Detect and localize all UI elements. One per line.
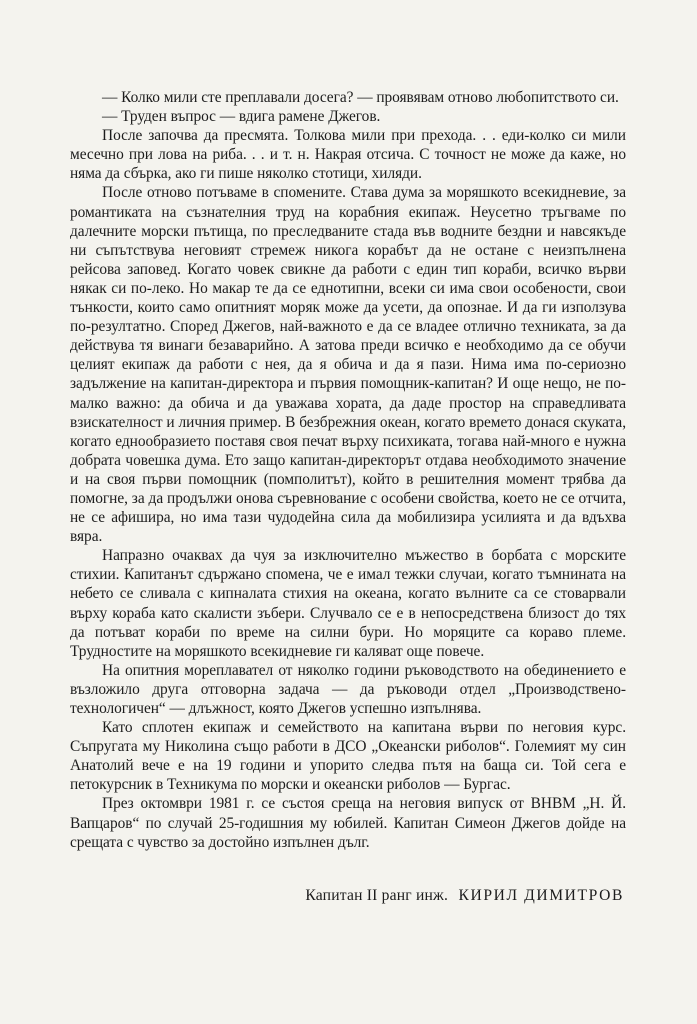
paragraph-memories: После отново потъваме в спомените. Става дума за моряшкото всекидневие, за романтиката на съзнателния труд на корабния екипаж. Неусетно тръгваме по далечните морски пътища, по преследваните стада във водните бездни и навсякъде ни съпътствува неговият стремеж никога корабът да не остане с неизпълнена рейсова заповед. Когато човек свикне да работи с един тип кораби, всичко върви някак си по-леко. Но макар те да се еднотипни, всеки си има свои особености, свои тънкости, които само опитният моряк може да усети, да опознае. И да ги използува по-резултатно. Според Джегов, най-важното е да се владее отлично техниката, за да действува тя винаги безаварийно. А затова преди всичко е необходимо да се обучи целият екипаж да работи с нея, да я обича и да я пази. Нима има по-сериозно задължение на капитан-директора и първия помощник-капитан? И още нещо, не по-малко важно: да обича и да уважава хората, да даде простор на справедливата взискателност и личния пример. В безбрежния океан, когато времето донася скуката, когато еднообразието поставя своя печат върху психиката, тогава най-много е нужна добрата човешка дума. Ето защо капитан-директорът отдава необходимото значение и на своя първи помощник (помполитът), който в решителния момент трябва да помогне, за да продължи онова съревнование с особени свойства, което не се отчита, не се афишира, но има тази чудодейна сила да мобилизира усилията и да вдъхва вяра. bbox=[70, 184, 626, 546]
paragraph-calculation: После започва да пресмята. Толкова мили при прехода. . . еди-колко си мили месечно при лова на риба. . . и т. н. Накрая отсича. С точност не може да каже, но няма да сбърка, ако ги пише няколко стотици, хиляди. bbox=[70, 127, 626, 183]
paragraph-anniversary: През октомври 1981 г. се състоя среща на неговия випуск от ВНВМ „Н. Й. Вапцаров“ по случай 25-годишния му юбилей. Капитан Симеон Джегов дойде на срещата с чувство за достойно изпълнен дълг. bbox=[70, 795, 626, 851]
paragraph-family: Като сплотен екипаж и семейството на капитана върви по неговия курс. Съпругата му Николина също работи в ДСО „Океански риболов“. Големият му син Анатолий вече е на 19 години и упорито следва пътя на баща си. Той сега е петокурсник в Техникума по морски и океански риболов — Бургас. bbox=[70, 719, 626, 794]
author-name: КИРИЛ ДИМИТРОВ bbox=[458, 887, 624, 904]
article-body bbox=[70, 88, 626, 852]
paragraph-new-task: На опитния мореплавател от няколко години ръководството на обединението е възложило друга отговорна задача — да ръководи отдел „Производствено-технологичен“ — длъжност, която Джегов успешно изпълнява. bbox=[70, 661, 626, 717]
paragraph-storms: Напразно очаквах да чуя за изключително мъжество в борбата с морските стихии. Капитанът сдържано спомена, че е имал тежки случаи, когато тъмнината на небето се сливала с кипналата стихия на океана, когато вълните са се стоварвали върху кораба като скалисти зъбери. Случвало се е в непосредствена близост до тях да потъват кораби по време на силни бури. Но моряците са кораво племе. Трудностите на моряшкото всекидневие ги каляват още повече. bbox=[70, 547, 626, 660]
paragraph-question: — Колко мили сте преплавали досега? — проявявам отново любопитството си. bbox=[102, 89, 619, 106]
paragraph-answer: — Труден въпрос — вдига рамене Джегов. bbox=[102, 108, 381, 126]
author-signature bbox=[305, 887, 624, 905]
author-rank: Капитан II ранг инж. bbox=[305, 887, 449, 904]
